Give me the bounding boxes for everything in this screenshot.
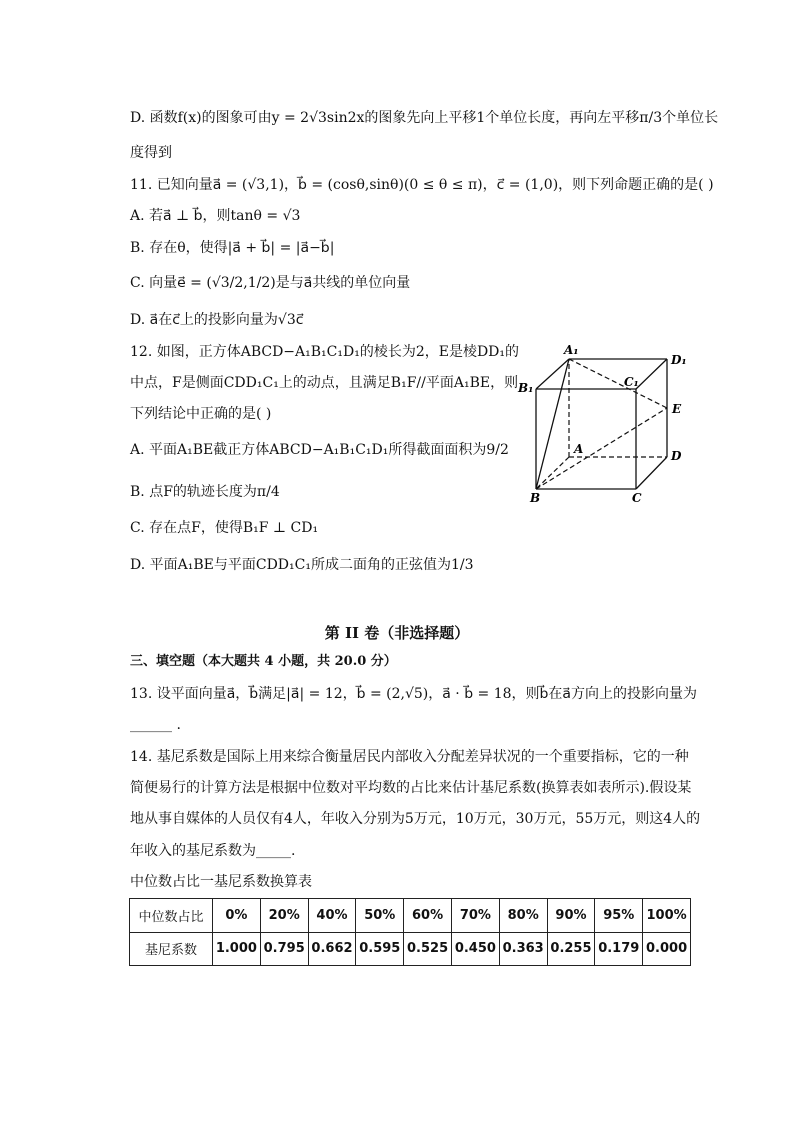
- ratio-cell: 100%: [643, 899, 691, 933]
- gini-cell: 0.363: [499, 932, 547, 966]
- edge-C1-D1: [636, 359, 667, 389]
- q12-option-d: D. 平面A₁BE与平面CDD₁C₁所成二面角的正弦值为1/3: [130, 557, 474, 573]
- table-header-ratio: 中位数占比: [130, 899, 213, 933]
- table-row-ratio: [130, 899, 691, 933]
- q10-option-d-continued: 度得到: [130, 145, 172, 161]
- label-B1: B₁: [518, 381, 534, 395]
- section3-heading: 三、填空题（本大题共 4 小题，共 20.0 分）: [130, 654, 397, 669]
- gini-cell: 0.179: [595, 932, 643, 966]
- q11-option-b: B. 存在θ，使得|a⃗ + b⃗| = |a⃗−b⃗|: [130, 240, 335, 256]
- segment-A1-B: [536, 359, 569, 489]
- ratio-cell: 80%: [499, 899, 547, 933]
- ratio-cell: 20%: [260, 899, 308, 933]
- ratio-cell: 70%: [451, 899, 499, 933]
- q12-option-c: C. 存在点F，使得B₁F ⊥ CD₁: [130, 520, 319, 536]
- gini-cell: 0.255: [547, 932, 595, 966]
- q13-stem: 13. 设平面向量a⃗，b⃗满足|a⃗| = 12，b⃗ = (2,√5)，a⃗ · b⃗ = 18，则b⃗在a⃗方向上的投影向量为: [130, 686, 697, 702]
- gini-conversion-table: [129, 898, 691, 966]
- q11-option-c: C. 向量e⃗ = (√3/2,1/2)是与a⃗共线的单位向量: [130, 275, 411, 291]
- q13-answer-blank: ______ .: [130, 717, 181, 733]
- q14-line1: 14. 基尼系数是国际上用来综合衡量居民内部收入分配差异状况的一个重要指标，它的一种: [130, 749, 689, 765]
- q14-line4: 年收入的基尼系数为_____.: [130, 843, 296, 859]
- edge-A1-B1: [536, 359, 569, 389]
- q12-stem-line1: 12. 如图，正方体ABCD−A₁B₁C₁D₁的棱长为2，E是棱DD₁的: [130, 344, 520, 360]
- q12-stem-line3: 下列结论中正确的是( ): [130, 406, 272, 422]
- label-B: B: [530, 491, 541, 505]
- gini-cell: 0.525: [404, 932, 452, 966]
- label-C: C: [632, 491, 642, 505]
- label-A1: A₁: [564, 343, 579, 357]
- segment-A1-E: [569, 359, 667, 408]
- edge-C-D: [636, 457, 667, 489]
- q14-line3: 地从事自媒体的人员仅有4人，年收入分别为5万元，10万元，30万元，55万元，则这4人的: [130, 811, 701, 827]
- ratio-cell: 95%: [595, 899, 643, 933]
- ratio-cell: 50%: [356, 899, 404, 933]
- gini-cell: 0.595: [356, 932, 404, 966]
- cube-figure: [514, 342, 694, 507]
- q10-option-d: D. 函数f(x)的图象可由y = 2√3sin2x的图象先向上平移1个单位长度，再向左平移π/3个单位长: [130, 110, 719, 126]
- q12-stem-line2: 中点，F是侧面CDD₁C₁上的动点，且满足B₁F//平面A₁BE，则: [130, 375, 519, 391]
- gini-cell: 0.000: [643, 932, 691, 966]
- ratio-cell: 90%: [547, 899, 595, 933]
- ratio-cell: 40%: [308, 899, 356, 933]
- gini-cell: 0.795: [260, 932, 308, 966]
- gini-cell: 0.450: [451, 932, 499, 966]
- q11-option-d: D. a⃗在c⃗上的投影向量为√3c⃗: [130, 312, 304, 328]
- table-header-gini: 基尼系数: [130, 932, 213, 966]
- q12-option-a: A. 平面A₁BE截正方体ABCD−A₁B₁C₁D₁所得截面面积为9/2: [130, 442, 509, 458]
- label-C1: C₁: [624, 375, 639, 389]
- table-row-gini: [130, 932, 691, 966]
- q11-option-a: A. 若a⃗ ⊥ b⃗，则tanθ = √3: [130, 208, 301, 224]
- q12-option-b: B. 点F的轨迹长度为π/4: [130, 484, 280, 500]
- gini-table-caption: 中位数占比一基尼系数换算表: [130, 874, 312, 890]
- label-D: D: [671, 449, 682, 463]
- label-E: E: [672, 402, 682, 416]
- gini-cell: 0.662: [308, 932, 356, 966]
- part2-title: 第 II 卷（非选择题）: [324, 624, 470, 642]
- label-A: A: [574, 442, 584, 456]
- q11-stem: 11. 已知向量a⃗ = (√3,1)，b⃗ = (cosθ,sinθ)(0 ≤ θ ≤ π)，c⃗ = (1,0)，则下列命题正确的是( ): [130, 177, 714, 193]
- label-D1: D₁: [671, 353, 687, 367]
- hidden-edge-A-B: [536, 457, 569, 489]
- ratio-cell: 0%: [213, 899, 261, 933]
- gini-cell: 1.000: [213, 932, 261, 966]
- q14-line2: 简便易行的计算方法是根据中位数对平均数的占比来估计基尼系数(换算表如表所示).假设某: [130, 780, 692, 796]
- ratio-cell: 60%: [404, 899, 452, 933]
